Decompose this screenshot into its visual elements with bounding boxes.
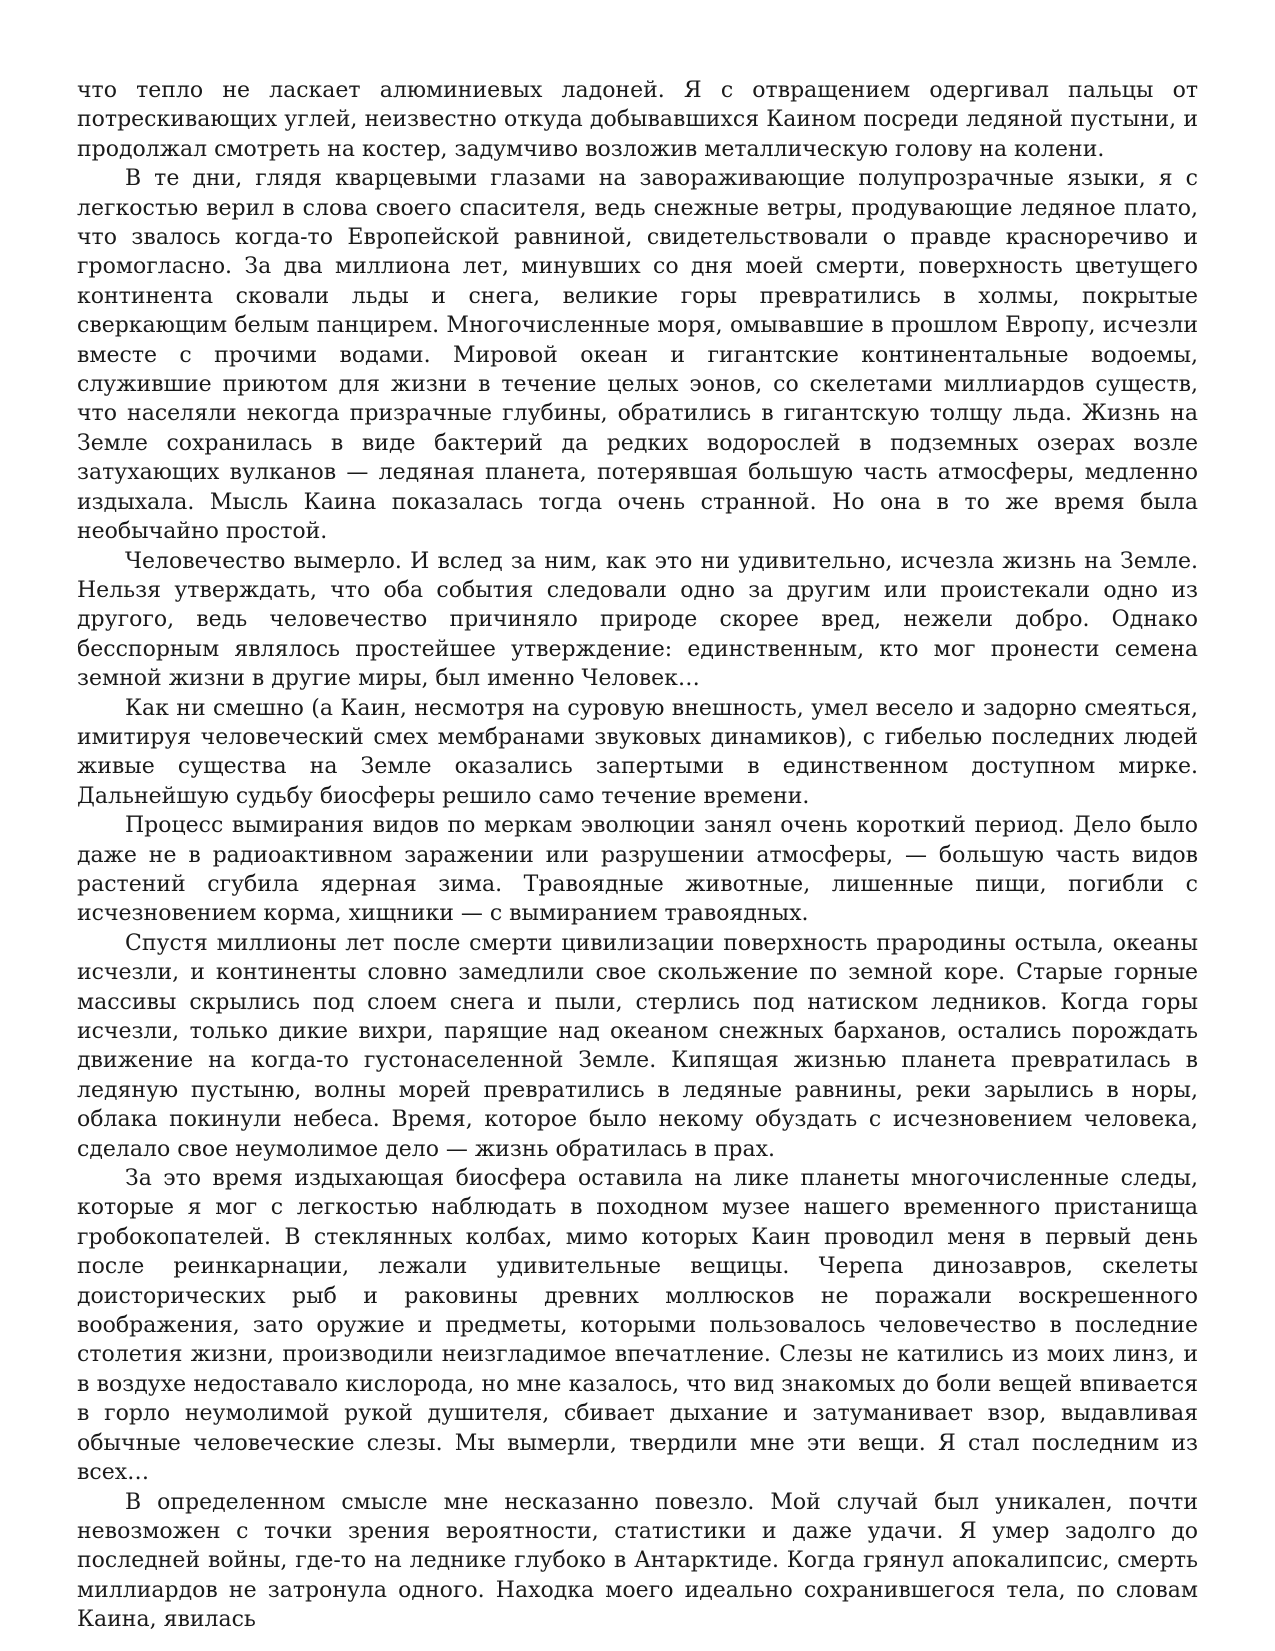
- paragraph-4: Как ни смешно (а Каин, несмотря на суровую внешность, умел весело и задорно смеяться, имитируя человеческий смех мембранами звуковых динамиков), с гибелью последних людей живые существа на Земле оказались запертыми в единственном доступном мирке. Дальнейшую судьбу биосферы решило само течение времени.: [77, 695, 1198, 809]
- paragraph-8: В определенном смысле мне несказанно повезло. Мой случай был уникален, почти невозможен с точки зрения вероятности, статистики и даже удачи. Я умер задолго до последней войны, где-то на леднике глубоко в Антарктиде. Когда грянул апокалипсис, смерть миллиардов не затронула одного. Находка моего идеально сохранившегося тела, по словам Каина, явилась: [77, 1489, 1198, 1633]
- paragraph-6: Спустя миллионы лет после смерти цивилизации поверхность прародины остыла, океаны исчезли, и континенты словно замедлили свое скольжение по земной коре. Старые горные массивы скрылись под слоем снега и пыли, стерлись под натиском ледников. Когда горы исчезли, только дикие вихри, парящие над океаном снежных барханов, остались порождать движение на когда-то густонаселенной Земле. Кипящая жизнью планета превратилась в ледяную пустыню, волны морей превратились в ледяные равнины, реки зарылись в норы, облака покинули небеса. Время, которое было некому обуздать с исчезновением человека, сделало свое неумолимое дело — жизнь обратилась в прах.: [77, 930, 1198, 1162]
- paragraph-7: За это время издыхающая биосфера оставила на лике планеты многочисленные следы, которые я мог с легкостью наблюдать в походном музее нашего временного пристанища гробокопателей. В стеклянных колбах, мимо которых Каин проводил меня в первый день после реинкарнации, лежали удивительные вещицы. Черепа динозавров, скелеты доисторических рыб и раковины древних моллюсков не поражали воскрешенного воображения, зато оружие и предметы, которыми пользовалось человечество в последние столетия жизни, производили неизгладимое впечатление. Слезы не катились из моих линз, и в воздухе недоставало кислорода, но мне казалось, что вид знакомых до боли вещей впивается в горло неумолимой рукой душителя, сбивает дыхание и затуманивает взор, выдавливая обычные человеческие слезы. Мы вымерли, твердили мне эти вещи. Я стал последним из всех…: [77, 1166, 1198, 1486]
- paragraph-5: Процесс вымирания видов по меркам эволюции занял очень короткий период. Дело было даже не в радиоактивном заражении или разрушении атмосферы, — большую часть видов растений сгубила ядерная зима. Травоядные животные, лишенные пищи, погибли с исчезновением корма, хищники — с вымиранием травоядных.: [77, 813, 1198, 927]
- paragraph-2: В те дни, глядя кварцевыми глазами на завораживающие полупрозрачные языки, я с легкостью верил в слова своего спасителя, ведь снежные ветры, продувающие ледяное плато, что звалось когда-то Европейской равниной, свидетельствовали о правде красноречиво и громогласно. За два миллиона лет, минувших со дня моей смерти, поверхность цветущего континента сковали льды и снега, великие горы превратились в холмы, покрытые сверкающим белым панцирем. Многочисленные моря, омывавшие в прошлом Европу, исчезли вместе с прочими водами. Мировой океан и гигантские континентальные водоемы, служившие приютом для жизни в течение целых эонов, со скелетами миллиардов существ, что населяли некогда призрачные глубины, обратились в гигантскую толщу льда. Жизнь на Земле сохранилась в виде бактерий да редких водорослей в подземных озерах возле затухающих вулканов — ледяная планета, потерявшая большую часть атмосферы, медленно издыхала. Мысль Каина показалась тогда очень странной. Но она в то же время была необычайно простой.: [77, 166, 1198, 545]
- document-page: [77, 76, 1198, 1635]
- paragraph-1: что тепло не ласкает алюминиевых ладоней. Я с отвращением одергивал пальцы от потрескивающих углей, неизвестно откуда добывавшихся Каином посреди ледяной пустыни, и продолжал смотреть на костер, задумчиво возложив металлическую голову на колени.: [77, 78, 1198, 162]
- paragraph-3: Человечество вымерло. И вслед за ним, как это ни удивительно, исчезла жизнь на Земле. Нельзя утверждать, что оба события следовали одно за другим или проистекали одно из другого, ведь человечество причиняло природе скорее вред, нежели добро. Однако бесспорным являлось простейшее утверждение: единственным, кто мог пронести семена земной жизни в другие миры, был именно Человек…: [77, 548, 1198, 692]
